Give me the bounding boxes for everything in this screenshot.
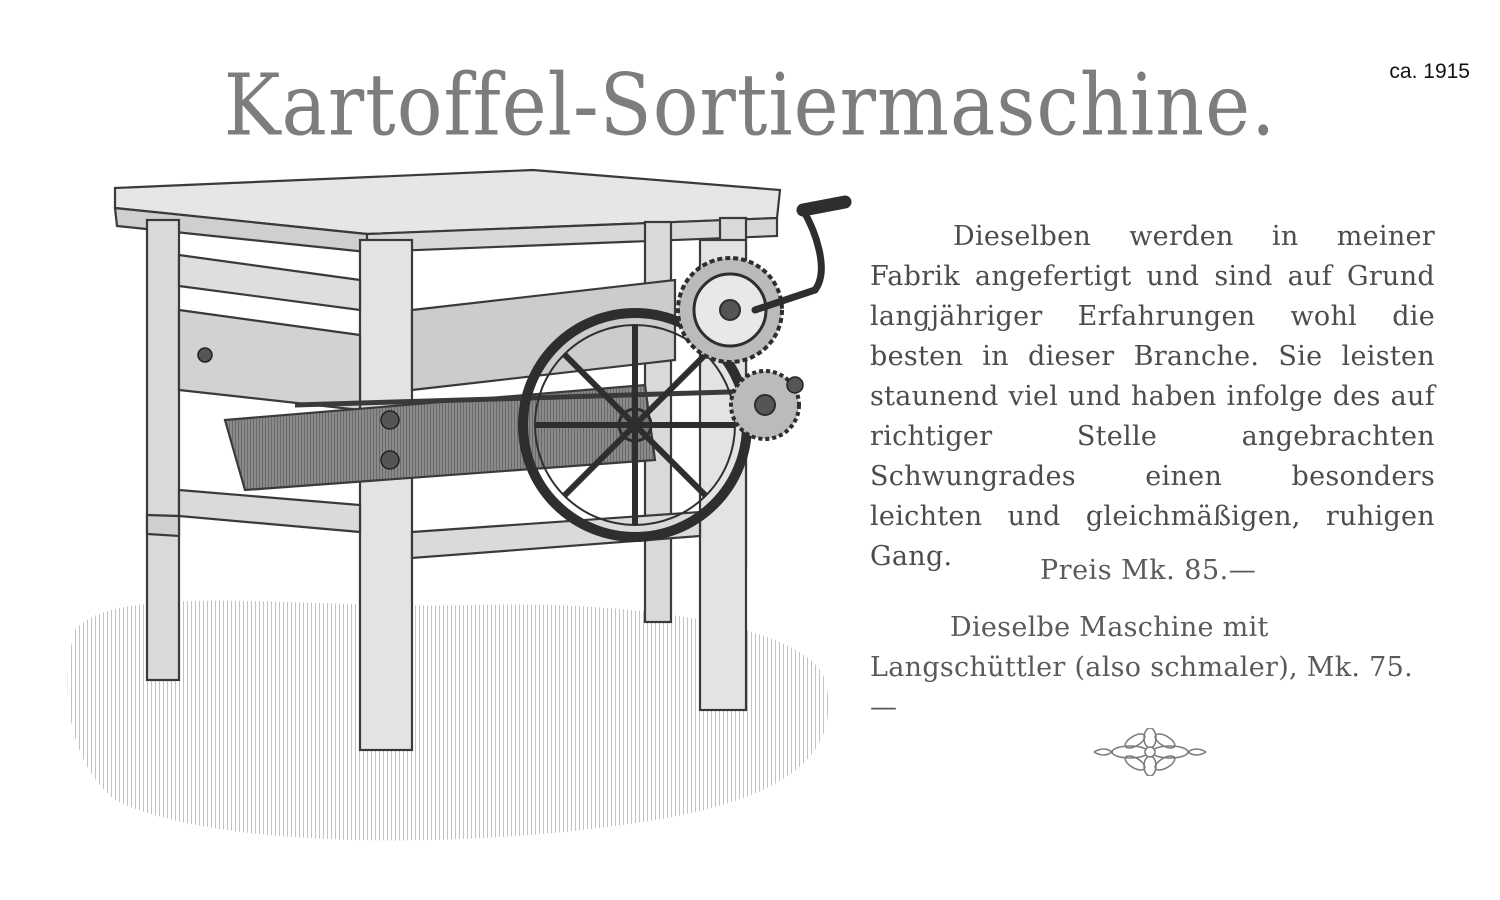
description: Dieselben werden in meiner Fabrik angefertigt und sind auf Grund langjähriger Erfahrungen wohl die besten in dieser Branche. Sie leisten staunend viel und haben infolge des auf richtiger Stelle angebrachten Schwungrades einen besonders leichten und gleichmäßigen, ruhigen Gang.: [870, 221, 1435, 572]
potato-sorting-machine-illustration: [55, 160, 875, 850]
alternative-offer: Dieselbe Maschine mit Langschüttler (also schmaler), Mk. 75.—: [870, 612, 1414, 723]
date-note: ca. 1915: [1389, 60, 1470, 83]
page-title: Kartoffel-Sortiermaschine.: [223, 55, 1277, 155]
price: Preis Mk. 85.—: [1040, 555, 1257, 586]
floral-ornament-icon: [1090, 728, 1210, 776]
